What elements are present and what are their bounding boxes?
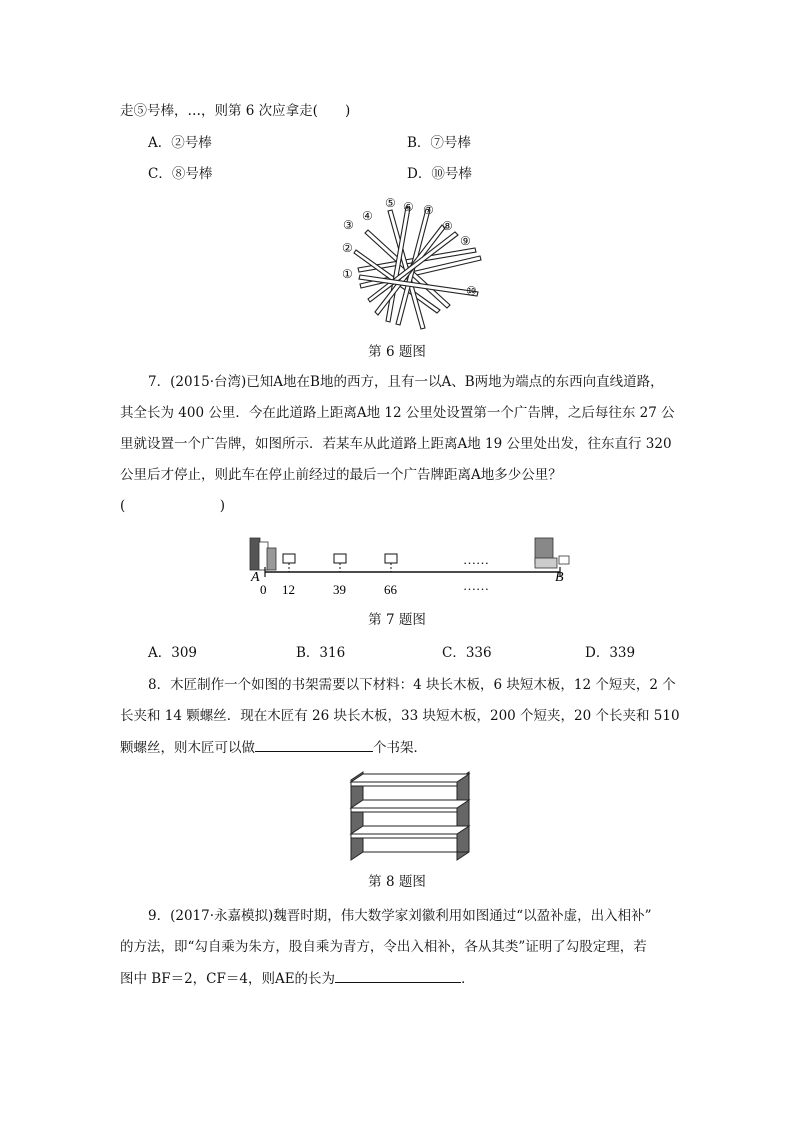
q8-bookshelf-figure — [345, 770, 475, 864]
shelf-right-panel — [457, 772, 469, 860]
q8-line-1: 8．木匠制作一个如图的书架需要以下材料：4 块长木板，6 块短木板，12 个短夹，2 个 — [148, 677, 676, 693]
q7-road-figure — [245, 532, 585, 600]
q7-line-1: 7．(2015·台湾)已知A地在B地的西方，且有一以A、B两地为端点的东西向直线道路， — [148, 374, 664, 390]
billboard-icon — [385, 554, 397, 563]
building-b-icon — [535, 538, 569, 568]
stick-label: ⑥ — [403, 200, 414, 214]
q9-line-3 — [120, 968, 475, 989]
q8-line-3-post: 个书架． — [373, 740, 427, 756]
q8-answer-blank[interactable] — [255, 737, 373, 752]
q7-caption: 第 7 题图 — [368, 612, 426, 628]
q7-line-3: 里就设置一个广告牌，如图所示．若某车从此道路上距离A地 19 公里处出发，往东直行 320 — [120, 436, 672, 452]
tick-label: 0 — [260, 582, 267, 597]
stick-label: ⑩ — [466, 284, 477, 298]
q9-line-3-pre: 图中 BF＝2，CF＝4，则AE的长为 — [120, 971, 336, 987]
q6-caption: 第 6 题图 — [368, 344, 426, 360]
q6-option-a: A．②号棒 — [148, 135, 212, 151]
q7-line-2: 其全长为 400 公里．今在此道路上距离A地 12 公里处设置第一个广告牌，之后每往东 27 公 — [120, 405, 675, 421]
q7-option-a: A．309 — [148, 645, 198, 661]
tick-label: 39 — [333, 582, 346, 597]
stick-label: ⑦ — [423, 203, 434, 217]
building-a-icon — [250, 538, 276, 570]
dots-lower: …… — [463, 578, 489, 593]
stick-label: ① — [342, 267, 353, 281]
tick-label: 66 — [384, 582, 397, 597]
point-b-label: B — [555, 570, 564, 585]
q6-option-d: D．⑩号棒 — [407, 166, 472, 182]
q8-line-3-pre: 颗螺丝，则木匠可以做 — [120, 740, 255, 756]
q8-line-3 — [120, 737, 427, 758]
q7-option-c: C．336 — [442, 645, 492, 661]
q7-answer-paren: ( ) — [120, 498, 226, 514]
tick-label: 12 — [282, 582, 295, 597]
q7-option-d: D．339 — [585, 645, 636, 661]
q9-answer-blank[interactable] — [335, 968, 461, 983]
billboard-icon — [283, 554, 295, 563]
dots-upper: …… — [463, 552, 489, 567]
q9-line-2: 的方法，即“勾自乘为朱方，股自乘为青方，令出入相补，各从其类”证明了勾股定理，若 — [120, 939, 647, 955]
stick-label: ④ — [362, 209, 373, 223]
q6-stem-end: 走⑤号棒，…，则第 6 次应拿走( ) — [120, 103, 351, 119]
stick-label: ③ — [343, 218, 354, 232]
stick-label: ② — [342, 241, 353, 255]
q8-line-2: 长夹和 14 颗螺丝．现在木匠有 26 块长木板，33 块短木板，200 个短夹，20 个长夹和 510 — [120, 708, 680, 724]
billboard-icon — [334, 554, 346, 563]
stick-label: ⑤ — [385, 196, 396, 210]
stick-label: ⑧ — [442, 219, 453, 233]
q7-line-4: 公里后才停止，则此车在停止前经过的最后一个广告牌距离A地多少公里？ — [120, 467, 562, 483]
q8-caption: 第 8 题图 — [368, 874, 426, 890]
q6-option-b: B．⑦号棒 — [407, 135, 471, 151]
q9-line-3-post: ． — [461, 971, 475, 987]
q6-option-c: C．⑧号棒 — [148, 166, 213, 182]
point-a-label: A — [251, 570, 260, 585]
q9-line-1: 9．(2017·永嘉模拟)魏晋时期，伟大数学家刘徽利用如图通过“以盈补虚，出入相补” — [148, 908, 652, 924]
q6-sticks-figure — [330, 190, 495, 335]
q7-option-b: B．316 — [296, 645, 346, 661]
stick-label: ⑨ — [460, 234, 471, 248]
